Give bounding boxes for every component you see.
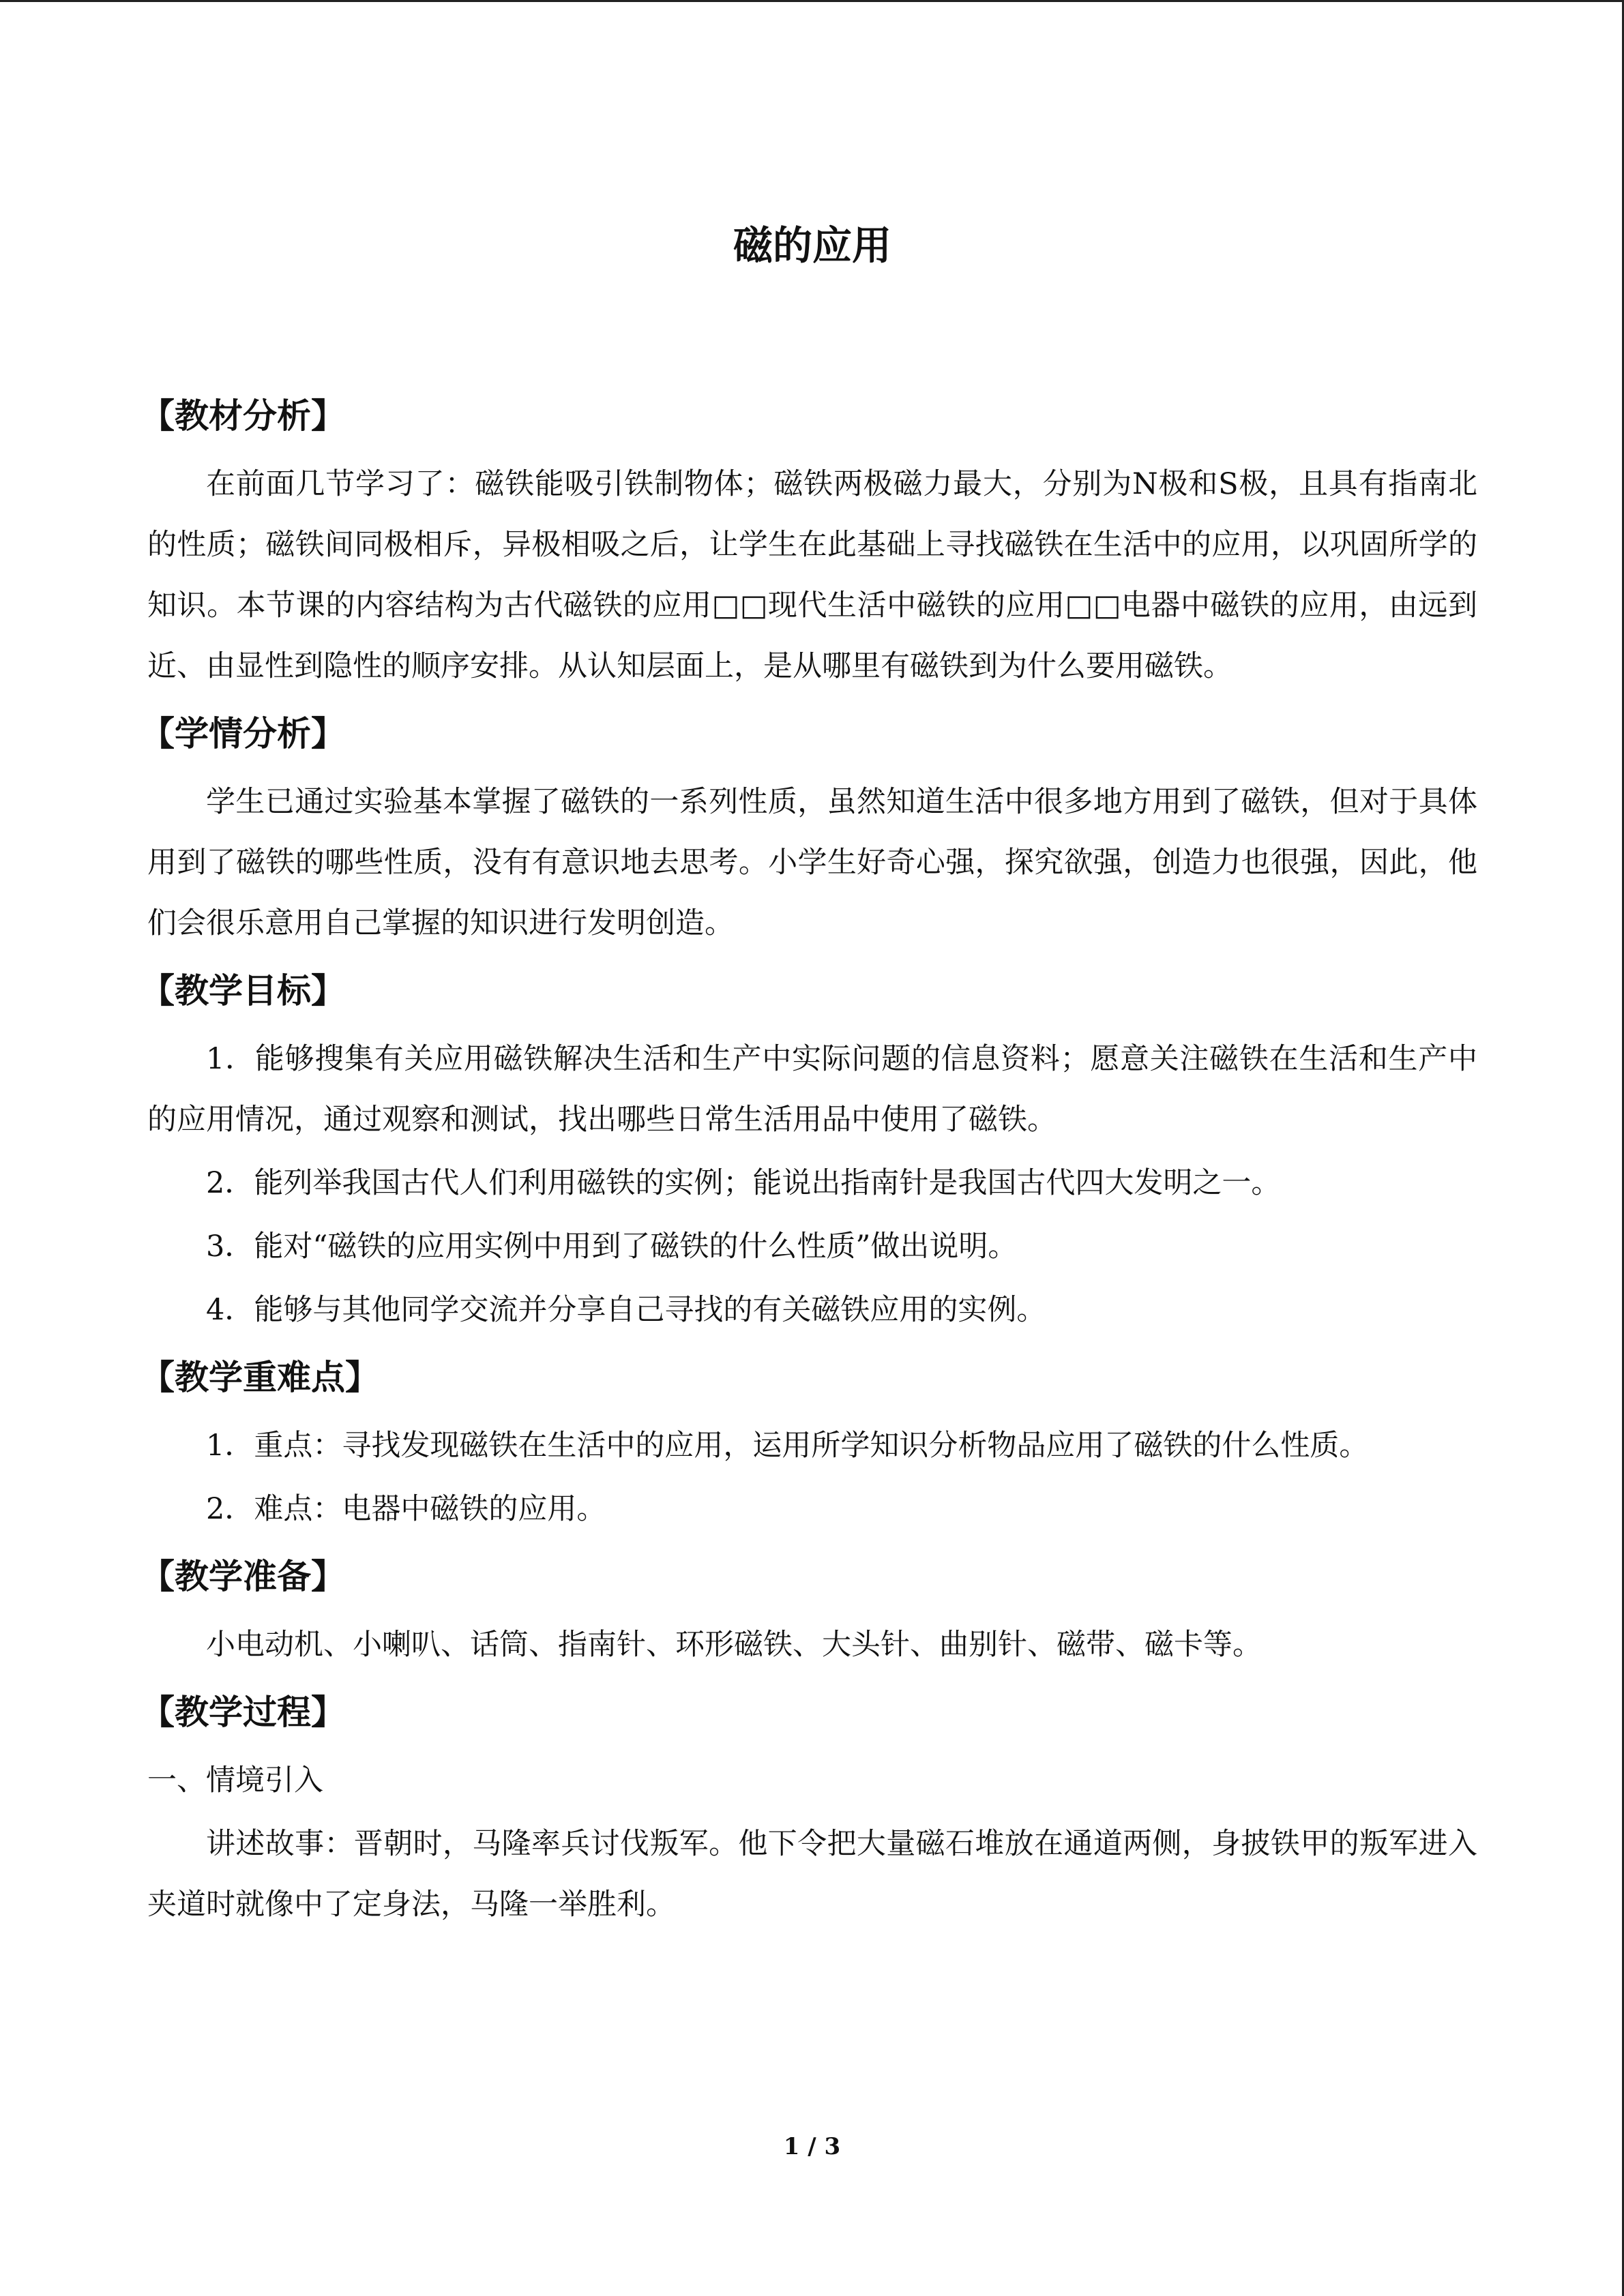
- paragraph: 4．能够与其他同学交流并分享自己寻找的有关磁铁应用的实例。: [206, 1293, 1046, 1327]
- paragraph: 讲述故事：晋朝时，马隆率兵讨伐叛军。他下令把大量磁石堆放在通道两侧，身披铁甲的叛军进入夹道时就像中了定身法，马隆一举胜利。: [147, 1827, 1477, 1922]
- section-heading: 【学情分析】: [141, 713, 345, 754]
- paragraph: 1．能够搜集有关应用磁铁解决生活和生产中实际问题的信息资料；愿意关注磁铁在生活和生产中的应用情况，通过观察和测试，找出哪些日常生活用品中使用了磁铁。: [147, 1042, 1477, 1137]
- section-heading: 【教学过程】: [141, 1692, 345, 1732]
- section-teaching-goals: [141, 957, 1477, 1341]
- page-number: 1 / 3: [783, 2133, 841, 2160]
- section-heading: 【教学目标】: [141, 970, 345, 1011]
- document-title: 磁的应用: [733, 222, 891, 269]
- section-teaching-process: [141, 1678, 1477, 1935]
- section-student-analysis: [141, 700, 1477, 954]
- section-heading: 【教学重难点】: [141, 1357, 379, 1397]
- subheading: 一、情境引入: [147, 1763, 323, 1798]
- document-body: [141, 205, 1477, 1938]
- paragraph: 2．难点：电器中磁铁的应用。: [206, 1492, 606, 1526]
- section-textbook-analysis: [141, 382, 1477, 697]
- page-border-top: [0, 0, 1624, 2]
- paragraph: 学生已通过实验基本掌握了磁铁的一系列性质，虽然知道生活中很多地方用到了磁铁，但对于具体用到了磁铁的哪些性质，没有有意识地去思考。小学生好奇心强，探究欲强，创造力也很强，因此，他们会很乐意用自己掌握的知识进行发明创造。: [147, 785, 1477, 940]
- paragraph: 在前面几节学习了：磁铁能吸引铁制物体；磁铁两极磁力最大，分别为N极和S极，且具有指南北的性质；磁铁间同极相斥，异极相吸之后，让学生在此基础上寻找磁铁在生活中的应用，以巩固所学的知识。本节课的内容结构为古代磁铁的应用□□现代生活中磁铁的应用□□电器中磁铁的应用，由远到近、由显性到隐性的顺序安排。从认知层面上，是从哪里有磁铁到为什么要用磁铁。: [147, 467, 1477, 683]
- section-heading: 【教学准备】: [141, 1556, 345, 1596]
- paragraph: 3．能对“磁铁的应用实例中用到了磁铁的什么性质”做出说明。: [206, 1229, 1018, 1264]
- paragraph: 2．能列举我国古代人们利用磁铁的实例；能说出指南针是我国古代四大发明之一。: [206, 1166, 1281, 1200]
- paragraph: 1．重点：寻找发现磁铁在生活中的应用，运用所学知识分析物品应用了磁铁的什么性质。: [206, 1429, 1369, 1463]
- paragraph: 小电动机、小喇叭、话筒、指南针、环形磁铁、大头针、曲别针、磁带、磁卡等。: [206, 1628, 1262, 1662]
- section-key-difficult-points: [141, 1343, 1477, 1540]
- section-teaching-preparation: [141, 1542, 1477, 1675]
- section-heading: 【教材分析】: [141, 396, 345, 436]
